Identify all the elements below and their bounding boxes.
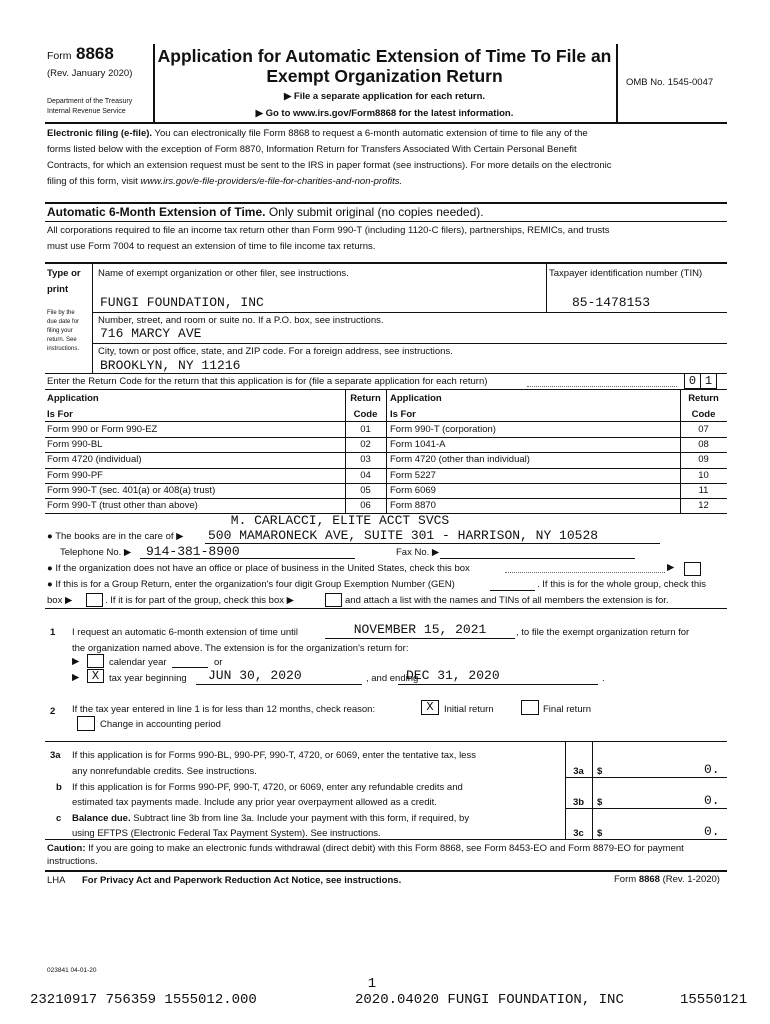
line1-period: . [602, 673, 605, 684]
tax-year-label: tax year beginning [109, 673, 187, 684]
line3b-number: b [56, 782, 62, 793]
efile-line3: Contracts, for which an extension request must be sent to the IRS in paper format (see instructions). For more details on the electronic [47, 160, 612, 171]
efile-heading: Electronic filing (e-file). [47, 128, 153, 139]
street-field[interactable]: 716 MARCY AVE [100, 326, 202, 341]
tax-year-arrow: ▶ [72, 672, 80, 683]
line3c-text1-rest: Subtract line 3b from line 3a. Include your payment with this form, if required, by [133, 813, 470, 824]
col-return-right: Return [688, 393, 719, 404]
section-note: Only submit original (no copies needed). [268, 205, 484, 219]
caution-label: Caution: [47, 843, 86, 854]
caution-line2: instructions. [47, 856, 98, 867]
line3a-dollar: $ [597, 766, 603, 777]
line3b-text1: If this application is for Forms 990-PF, 990-T, 4720, or 6069, enter any refundable credits and [72, 782, 463, 793]
code-row-left-code: 03 [360, 454, 371, 466]
instruction-website: ▶ Go to www.irs.gov/Form8868 for the latest information. [255, 108, 514, 119]
col-code: Code [353, 409, 378, 420]
caution-text1: If you are going to make an electronic funds withdrawal (direct debit) with this Form 8868, see Form 8453-EO and Form 8879-EO for payment [88, 843, 684, 854]
final-return-label: Final return [543, 704, 592, 715]
code-row-right-form: Form 6069 [390, 484, 436, 496]
line3c-box-label: 3c [573, 828, 584, 839]
col-return: Return [350, 393, 381, 404]
code-row-left-form: Form 4720 (individual) [47, 454, 142, 466]
group-text2: . If this is for the whole group, check this [537, 579, 706, 590]
or-label: or [214, 657, 223, 668]
department: Department of the Treasury [47, 98, 133, 105]
initial-return-checkbox[interactable]: X [421, 700, 439, 715]
file-by-4: return. See [47, 337, 77, 343]
tin-field[interactable]: 85-1478153 [572, 295, 651, 310]
tax-year-checkbox[interactable]: X [87, 669, 104, 683]
line3b-dollar: $ [597, 797, 603, 808]
footer-code: 023841 04-01-20 [47, 967, 97, 974]
line3a-text2: any nonrefundable credits. See instructions. [72, 766, 257, 777]
code-row-left-form: Form 990 or Form 990-EZ [47, 424, 158, 435]
phone-field[interactable]: 914-381-8900 [146, 544, 240, 559]
street-label: Number, street, and room or suite no. If a P.O. box, see instructions. [98, 315, 384, 326]
code-row-left-code: 02 [360, 439, 371, 451]
file-by-1: File by the [47, 310, 75, 316]
line3c-text2: using EFTPS (Electronic Federal Tax Payment System). See instructions. [72, 828, 381, 839]
code-row-left-code: 01 [360, 424, 371, 435]
calendar-year-checkbox[interactable] [87, 654, 104, 668]
line1-number: 1 [50, 627, 56, 638]
form-revision: (Rev. January 2020) [47, 68, 133, 79]
col-is-for-right: Is For [390, 409, 416, 420]
efile-line2: forms listed below with the exception of Form 8870, Information Return for Transfers Associated With Certain Personal Benefit [47, 144, 577, 155]
return-code-digit1[interactable]: 0 [684, 373, 701, 389]
code-row-left-form: Form 990-T (trust other than above) [47, 500, 198, 511]
part-group-checkbox[interactable] [325, 593, 342, 607]
print-label: print [47, 284, 69, 295]
file-by-3: filing your [47, 328, 73, 334]
col-application: Application [47, 393, 99, 404]
line3a-text1: If this application is for Forms 990-BL, 990-PF, 990-T, 4720, or 6069, enter the tentative tax, less [72, 750, 476, 761]
footer-rev: (Rev. 1-2020) [662, 874, 720, 885]
footer-form-label: Form [614, 874, 637, 885]
phone-label: Telephone No. ▶ [60, 547, 132, 558]
form-title-line1: Application for Automatic Extension of Time To File an [157, 46, 612, 66]
line3a-number: 3a [50, 750, 61, 761]
line2-number: 2 [50, 706, 56, 717]
line3a-box-label: 3a [573, 766, 584, 777]
form-label: Form [47, 50, 72, 62]
line3b-amount[interactable]: 0. [704, 793, 720, 808]
code-row-left-form: Form 990-PF [47, 469, 103, 481]
footer-form-number: 8868 [638, 874, 660, 885]
section-line2: must use Form 7004 to request an extension of time to file income tax returns. [47, 241, 376, 252]
irs-label: Internal Revenue Service [47, 108, 126, 115]
row-divider [45, 498, 727, 499]
col-code-right: Code [691, 409, 716, 420]
efile-visit: filing of this form, visit [47, 176, 138, 187]
code-row-right-code: 10 [698, 469, 709, 481]
code-row-right-code: 09 [698, 454, 709, 466]
type-label: Type or [47, 268, 81, 279]
tax-year-end-date[interactable]: DEC 31, 2020 [406, 668, 500, 683]
file-by-2: due date for [47, 319, 80, 325]
no-office-checkbox[interactable] [684, 562, 701, 576]
line1-text-b: , to file the exempt organization return for [516, 627, 690, 638]
line1-text-c: the organization named above. The extension is for the organization's return for: [72, 643, 409, 654]
final-return-checkbox[interactable] [521, 700, 539, 715]
code-row-left-form: Form 990-BL [47, 439, 103, 451]
change-accounting-checkbox[interactable] [77, 716, 95, 731]
group-part-text: . If it is for part of the group, check this box ▶ [105, 595, 294, 606]
file-by-note [47, 309, 79, 354]
col-application-right: Application [390, 393, 442, 404]
return-code-digit2[interactable]: 1 [700, 373, 717, 389]
code-row-left-form: Form 990-T (sec. 401(a) or 408(a) trust) [47, 484, 216, 496]
calendar-arrow: ▶ [72, 656, 80, 667]
return-code-label: Enter the Return Code for the return that this application is for (file a separate application for each return) [47, 376, 488, 387]
no-office-text: ● If the organization does not have an office or place of business in the United States, check this box [47, 563, 470, 574]
form-number: 8868 [76, 44, 114, 63]
row-divider [45, 452, 727, 453]
group-text1: ● If this is for a Group Return, enter the organization's four digit Group Exemption Number (GEN) [47, 579, 455, 590]
efile-line4 [47, 176, 402, 187]
efile-line1 [47, 128, 588, 139]
initial-return-label: Initial return [444, 704, 494, 715]
code-row-left-code: 04 [360, 469, 371, 481]
footer-right-id: 15550121 [680, 992, 748, 1008]
line3a-amount[interactable]: 0. [704, 762, 720, 777]
section-line1: All corporations required to file an income tax return other than Form 990-T (including 1120-C filers), partnerships, REMICs, and trusts [47, 225, 610, 236]
ending-label: , and ending [366, 673, 419, 684]
efile-url[interactable]: www.irs.gov/e-file-providers/e-file-for-charities-and-non-profits. [140, 176, 403, 187]
line3b-text2: estimated tax payments made. Include any prior year overpayment allowed as a credit. [72, 797, 437, 808]
code-row-left-code: 05 [360, 484, 371, 496]
page-number: 1 [367, 976, 377, 992]
code-row-right-code: 08 [698, 439, 709, 451]
calendar-year-label: calendar year [109, 657, 167, 668]
footer-center-id: 2020.04020 FUNGI FOUNDATION, INC [355, 992, 624, 1008]
tax-year-begin-date[interactable]: JUN 30, 2020 [208, 668, 302, 683]
code-row-right-form: Form 5227 [390, 469, 436, 481]
line3c-dollar: $ [597, 828, 603, 839]
line3c-number: c [56, 813, 62, 824]
file-by-5: instructions. [47, 346, 80, 352]
row-divider [45, 437, 727, 438]
city-field[interactable]: BROOKLYN, NY 11216 [100, 358, 241, 373]
section-heading [47, 205, 484, 219]
line3c-text1 [72, 813, 469, 824]
group-attach-text: and attach a list with the names and TINs of all members the extension is for. [345, 595, 669, 606]
instruction-separate: ▶ File a separate application for each return. [283, 91, 486, 102]
caution-line1 [47, 843, 684, 854]
city-label: City, town or post office, state, and ZIP code. For a foreign address, see instructions. [98, 346, 453, 357]
line3c-amount[interactable]: 0. [704, 824, 720, 839]
code-row-right-form: Form 1041-A [390, 439, 446, 451]
code-row-right-form: Form 4720 (other than individual) [390, 454, 530, 466]
change-accounting-label: Change in accounting period [100, 719, 221, 730]
code-row-right-form: Form 990-T (corporation) [390, 424, 496, 435]
line2-text: If the tax year entered in line 1 is for less than 12 months, check reason: [72, 704, 376, 715]
line1-text-a: I request an automatic 6-month extension of time until [72, 627, 299, 638]
form-title-line2: Exempt Organization Return [266, 66, 503, 86]
footer-left-id: 23210917 756359 1555012.000 [30, 992, 257, 1008]
code-row-right-code: 11 [698, 484, 709, 496]
privacy-notice: For Privacy Act and Paperwork Reduction Act Notice, see instructions. [82, 875, 402, 886]
code-row-left-code: 06 [360, 500, 371, 511]
lha-label: LHA [47, 875, 66, 886]
name-label: Name of exempt organization or other filer, see instructions. [98, 268, 349, 279]
row-divider [45, 468, 727, 469]
row-divider [45, 483, 727, 484]
books-care-name[interactable]: M. CARLACCI, ELITE ACCT SVCS [230, 513, 450, 528]
books-address[interactable]: 500 MAMARONECK AVE, SUITE 301 - HARRISON, NY 10528 [208, 528, 599, 543]
code-row-right-form: Form 8870 [390, 500, 436, 511]
omb-number: OMB No. 1545-0047 [626, 77, 714, 88]
col-is-for: Is For [47, 409, 73, 420]
section-title: Automatic 6-Month Extension of Time. [47, 205, 266, 219]
group-box-label: box ▶ [47, 595, 73, 606]
whole-group-checkbox[interactable] [86, 593, 103, 607]
tin-label: Taxpayer identification number (TIN) [549, 268, 703, 279]
efile-text1: You can electronically file Form 8868 to request a 6-month automatic extension of time to file any of the [154, 128, 588, 139]
fax-label: Fax No. ▶ [396, 547, 440, 558]
no-office-arrow: ▶ [667, 562, 675, 573]
code-row-right-code: 07 [698, 424, 709, 435]
balance-due-label: Balance due. [72, 813, 131, 824]
footer-form-ref [614, 874, 720, 885]
line3b-box-label: 3b [572, 797, 585, 808]
books-label: ● The books are in the care of ▶ [47, 531, 184, 542]
extension-until-date[interactable]: NOVEMBER 15, 2021 [353, 622, 487, 637]
org-name-field[interactable]: FUNGI FOUNDATION, INC [100, 295, 264, 310]
code-row-right-code: 12 [698, 500, 709, 511]
